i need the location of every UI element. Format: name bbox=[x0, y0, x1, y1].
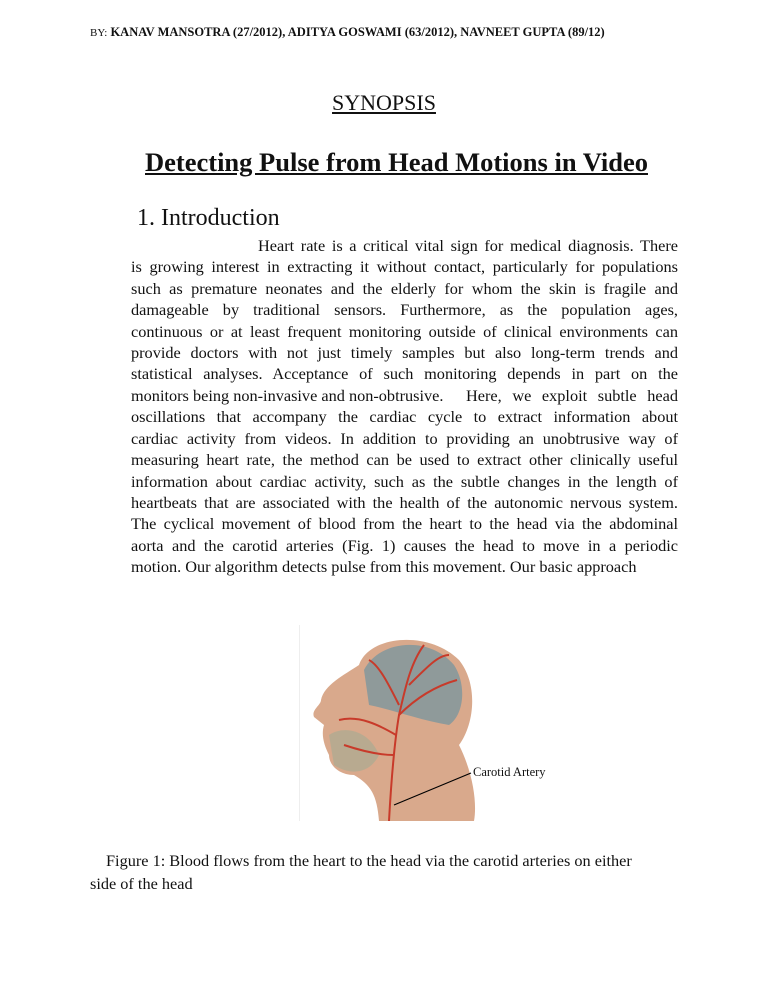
author-header bbox=[90, 25, 605, 40]
text-line: The cyclical movement of blood from the heart to the head via the abdominal bbox=[131, 514, 678, 534]
text-line: heartbeats that are associated with the health of the autonomic nervous system. bbox=[131, 493, 678, 512]
authors: KANAV MANSOTRA (27/2012), ADITYA GOSWAMI (63/2012), NAVNEET GUPTA (89/12) bbox=[110, 25, 605, 39]
figure-caption-line-1: Figure 1: Blood flows from the heart to the head via the carotid arteries on either bbox=[106, 851, 632, 870]
text-line: motion. Our algorithm detects pulse from this movement. Our basic approach bbox=[131, 557, 637, 577]
text-line: continuous or at least frequent monitoring outside of clinical environments can bbox=[131, 321, 678, 341]
figure-caption-line-2: side of the head bbox=[90, 874, 193, 893]
document-title: Detecting Pulse from Head Motions in Video bbox=[145, 147, 648, 177]
text-line: damageable by traditional sensors. Furthermore, as the population ages, bbox=[131, 300, 678, 320]
text-line: aorta and the carotid arteries (Fig. 1) causes the head to move in a periodic bbox=[131, 535, 678, 555]
text-line: statistical analyses. Acceptance of such monitoring depends in part on the bbox=[131, 364, 678, 384]
section-heading: 1. Introduction bbox=[137, 205, 280, 231]
text-line: oscillations that accompany the cardiac cycle to extract information about bbox=[131, 407, 678, 427]
text-line: Heart rate is a critical vital sign for medical diagnosis. There bbox=[258, 236, 678, 255]
synopsis-text: SYNOPSIS bbox=[332, 90, 436, 115]
head-anatomy-figure bbox=[299, 625, 479, 821]
text-line: monitors being non-invasive and non-obtrusive. bbox=[131, 385, 444, 405]
synopsis-heading bbox=[0, 90, 768, 116]
text-line: Here, we exploit subtle head bbox=[466, 386, 678, 405]
text-line: such as premature neonates and the elderly for whom the skin is fragile and bbox=[131, 278, 678, 298]
text-line: measuring heart rate, the method can be used to extract other clinically useful bbox=[131, 450, 678, 470]
text-line: information about cardiac activity, such as the subtle changes in the length of bbox=[131, 471, 678, 491]
by-label: BY: bbox=[90, 27, 108, 39]
text-line: is growing interest in extracting it without contact, particularly for populations bbox=[131, 257, 678, 277]
text-line: provide doctors with not just timely samples but also long-term trends and bbox=[131, 343, 678, 362]
text-line: cardiac activity from videos. In addition to providing an unobtrusive way of bbox=[131, 428, 678, 448]
figure-label: Carotid Artery bbox=[473, 765, 546, 779]
